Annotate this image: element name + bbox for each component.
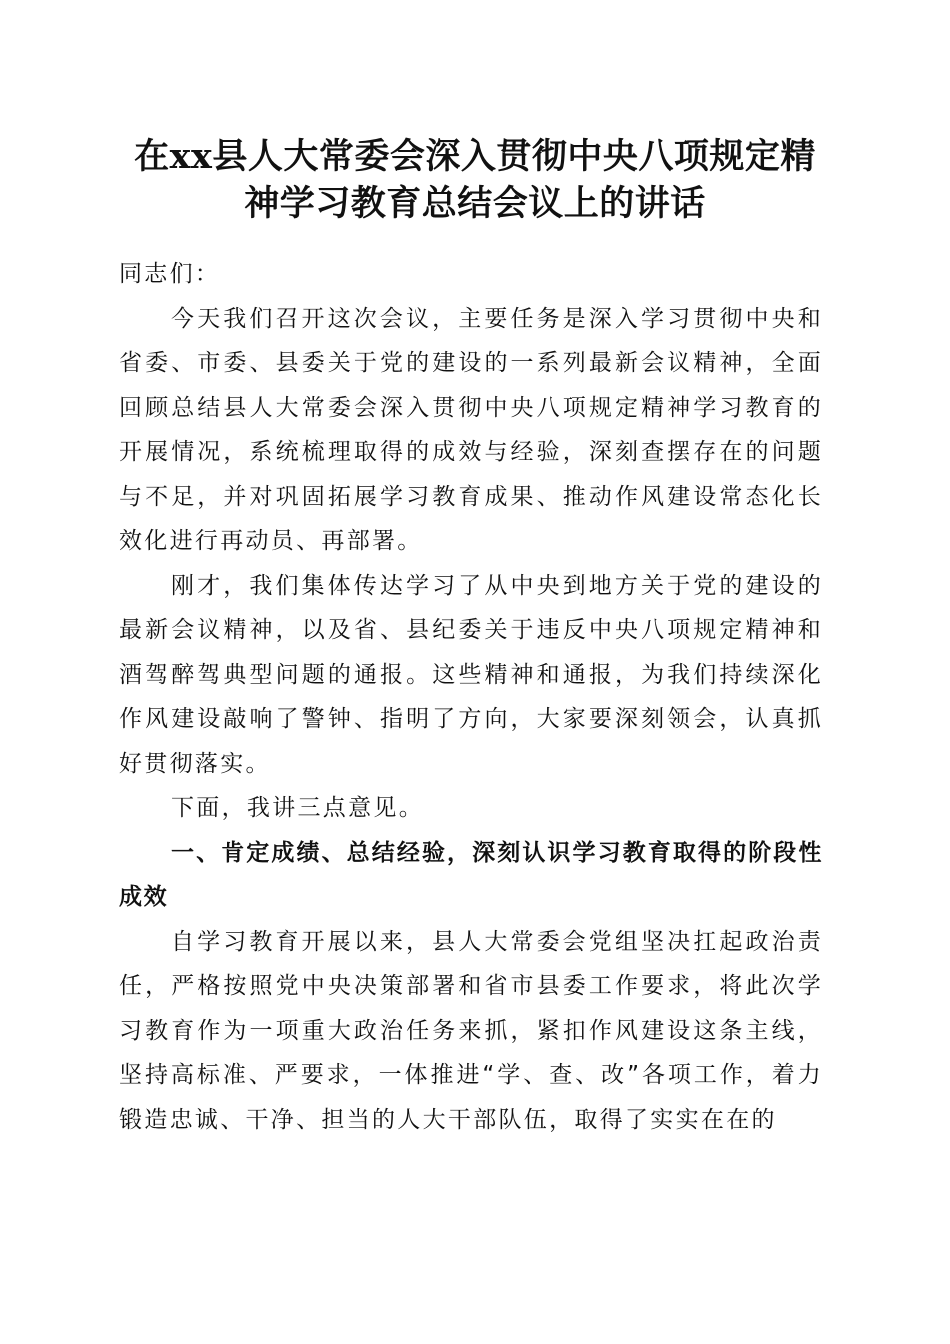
paragraph-opening: 今天我们召开这次会议，主要任务是深入学习贯彻中央和省委、市委、县委关于党的建设的一系列最新会议精神，全面回顾总结县人大常委会深入贯彻中央八项规定精神学习教育的开展情况，系统梳理取得的成效与经验，深刻查摆存在的问题与不足，并对巩固拓展学习教育成果、推动作风建设常态化长效化进行再动员、再部署。 [119,305,823,554]
paragraph-outline: 下面，我讲三点意见。 [171,795,424,821]
paragraph-briefing: 刚才，我们集体传达学习了从中央到地方关于党的建设的最新会议精神，以及省、县纪委关于违反中央八项规定精神和酒驾醉驾典型问题的通报。这些精神和通报，为我们持续深化作风建设敲响了警钟、指明了方向，大家要深刻领会，认真抓好贯彻落实。 [119,572,823,777]
title-line-1: 在xx县人大常委会深入贯彻中央八项规定精 [134,136,816,177]
document-title [110,133,840,227]
salutation: 同志们： [119,261,221,287]
paragraph-section-1: 自学习教育开展以来，县人大常委会党组坚决扛起政治责任，严格按照党中央决策部署和省市县委工作要求，将此次学习教育作为一项重大政治任务来抓，紧扣作风建设这条主线，坚持高标准、严要求，一体推进“学、查、改”各项工作，着力锻造忠诚、干净、担当的人大干部队伍，取得了实实在在的 [119,928,823,1133]
title-line-2: 神学习教育总结会议上的讲话 [244,183,706,224]
document-body [119,252,823,1142]
section-heading-1: 一、肯定成绩、总结经验，深刻认识学习教育取得的阶段性成效 [119,839,823,910]
